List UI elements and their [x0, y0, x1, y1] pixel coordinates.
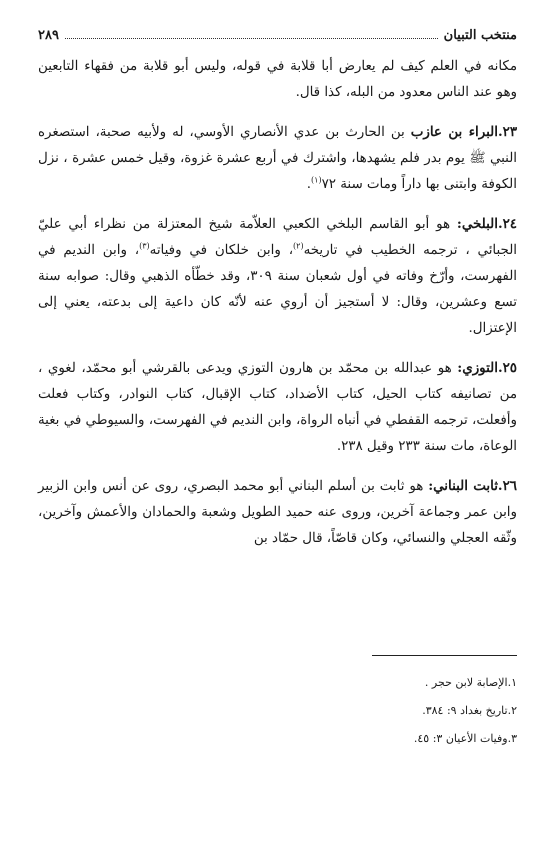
entry-text: هو أبو القاسم البلخي الكعبي العلاّمة شيخ المعتزلة من نظراء أبي عليّ الجبائي ، ترجمه الخطيب في تاريخه [38, 217, 517, 258]
entry-text: هو ثابت بن أسلم البناني أبو محمد البصري، روى عن أنس وابن الزبير وابن عمر وجماعة آخرين، وروى عنه حميد الطويل وشعبة والحمادان والأعمش وآخرين، وثّقه العجلي والنسائي، وكان قاصّاً، قال حمّاد بن [38, 479, 517, 546]
footnote-divider [372, 655, 517, 656]
entry-heading: ٢٦.ثابت البناني: [428, 478, 517, 494]
footnote-ref-1[interactable]: (١) [311, 175, 322, 185]
paragraph-continuation [38, 54, 517, 106]
footnotes [38, 676, 517, 760]
entry-tail: . [306, 177, 312, 192]
footnote-ref-2[interactable]: (٢) [293, 241, 304, 251]
footnote-ref-3[interactable]: (٣) [139, 241, 150, 251]
entry-25 [38, 355, 517, 460]
entry-tail: ، وابن النديم في الفهرست، وأرّخ وفاته في أول شعبان سنة ٣٠٩، وقد خطّأه الذهبي وقال: صوابه سنة تسع وعشرين، وقال: لا أستجيز أن أروي عنه لأنّه كان داعية إلى بدعته، يعني إلى الإعتزال. [38, 243, 517, 336]
running-header [38, 28, 517, 50]
entry-23 [38, 119, 517, 198]
entry-26 [38, 473, 517, 552]
footnote-1: ١.الإصابة لابن حجر . [424, 676, 517, 689]
entry-24 [38, 211, 517, 342]
entry-heading: ٢٣.البراء بن عازب [410, 124, 518, 140]
entry-heading: ٢٤.البلخي: [456, 216, 517, 232]
footnote-2: ٢.تاريخ بغداد ٩: ٣٨٤. [422, 704, 517, 717]
entry-text: بن الحارث بن عدي الأنصاري الأوسي، له ولأبيه صحبة، استصغره النبي ﷺ يوم بدر فلم يشهدها، واشترك في أربع عشرة غزوة، وقيل خمس عشرة ، نزل الكوفة وابتنى بها داراً ومات سنة ٧٢ [38, 125, 517, 192]
main-text [38, 54, 517, 552]
entry-text: هو عبدالله بن محمّد بن هارون التوزي ويدعى بالقرشي أبو محمّد، لغوي ، من تصانيفه كتاب الحيل، كتاب الأضداد، كتاب الإقبال، كتاب النوادر، وكتاب فعلت وأفعلت، ترجمه القفطي في أنباه الرواة، وابن النديم في الفهرست، والسيوطي في بغية الوعاة، مات سنة ٢٣٣ وقيل ٢٣٨. [38, 361, 517, 454]
header-dot-leader [65, 28, 438, 39]
header-title: منتخب التبيان [443, 28, 517, 43]
entry-mid: ، وابن خلكان في وفياته [149, 243, 294, 258]
footnote-3: ٣.وفيات الأعيان ٣: ٤٥. [413, 732, 517, 745]
page-number: ٢٨٩ [38, 28, 59, 43]
paragraph-text: مكانه في العلم كيف لم يعارض أبا قلابة في قوله، وليس أبو قلابة من فقهاء التابعين وهو عند الناس معدود من البله، كذا قال. [38, 59, 517, 100]
entry-heading: ٢٥.التوزي: [457, 360, 517, 376]
